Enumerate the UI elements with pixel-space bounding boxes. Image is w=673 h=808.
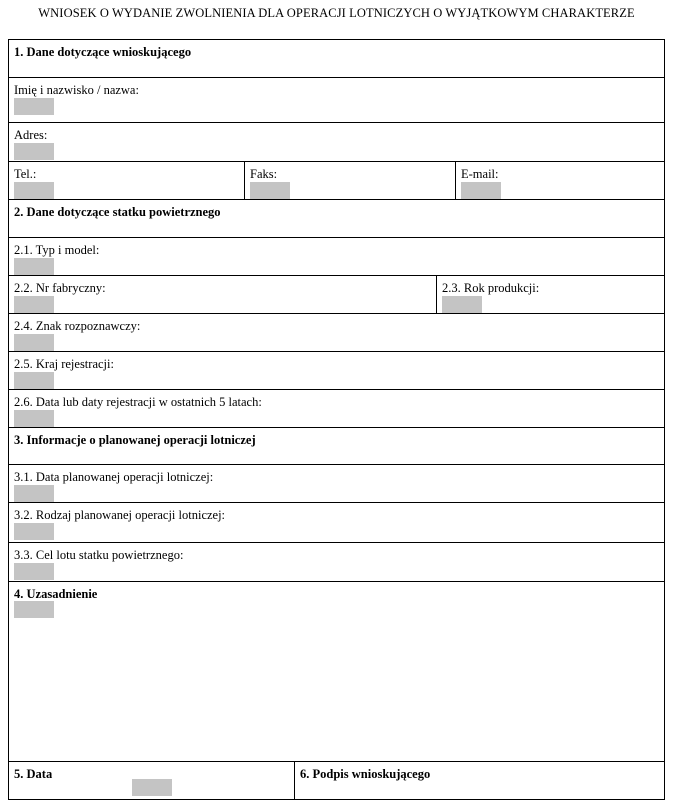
registration-mark-field[interactable] <box>14 334 54 351</box>
aircraft-type-label: 2.1. Typ i model: <box>14 243 100 257</box>
email-label: E-mail: <box>461 167 499 181</box>
serial-number-field[interactable] <box>14 296 54 313</box>
flight-purpose-field[interactable] <box>14 563 54 580</box>
operation-kind-field[interactable] <box>14 523 54 540</box>
date-cell <box>9 762 294 799</box>
registration-dates-label: 2.6. Data lub daty rejestracji w ostatnich 5 latach: <box>14 395 262 409</box>
section-1-heading: 1. Dane dotyczące wnioskującego <box>14 45 192 59</box>
justification-row <box>9 582 664 762</box>
aircraft-type-row <box>9 238 664 276</box>
operation-date-row <box>9 465 664 503</box>
date-signature-row <box>9 762 664 799</box>
registration-dates-field[interactable] <box>14 410 54 427</box>
production-year-field[interactable] <box>442 296 482 313</box>
registration-country-row <box>9 352 664 390</box>
registration-country-field[interactable] <box>14 372 54 389</box>
section-1-header-row <box>9 40 664 78</box>
section-6-heading: 6. Podpis wnioskującego <box>300 767 431 781</box>
application-form <box>8 39 665 800</box>
production-year-cell <box>436 276 664 313</box>
operation-date-label: 3.1. Data planowanej operacji lotniczej: <box>14 470 214 484</box>
section-2-heading: 2. Dane dotyczące statku powietrznego <box>14 205 221 219</box>
registration-country-label: 2.5. Kraj rejestracji: <box>14 357 114 371</box>
operation-date-field[interactable] <box>14 485 54 502</box>
aircraft-type-field[interactable] <box>14 258 54 275</box>
section-5-heading: 5. Data <box>14 767 53 781</box>
fax-field[interactable] <box>250 182 290 199</box>
date-field[interactable] <box>132 779 172 796</box>
section-3-heading: 3. Informacje o planowanej operacji lotniczej <box>14 433 256 447</box>
email-field[interactable] <box>461 182 501 199</box>
serial-number-label: 2.2. Nr fabryczny: <box>14 281 106 295</box>
operation-kind-row <box>9 503 664 543</box>
serial-year-row <box>9 276 664 314</box>
registration-mark-row <box>9 314 664 352</box>
applicant-name-field[interactable] <box>14 98 54 115</box>
production-year-label: 2.3. Rok produkcji: <box>442 281 540 295</box>
justification-field[interactable] <box>14 601 54 618</box>
registration-dates-row <box>9 390 664 428</box>
registration-mark-label: 2.4. Znak rozpoznawczy: <box>14 319 141 333</box>
email-cell <box>455 162 664 199</box>
phone-label: Tel.: <box>14 167 37 181</box>
applicant-name-row <box>9 78 664 123</box>
flight-purpose-label: 3.3. Cel lotu statku powietrznego: <box>14 548 184 562</box>
serial-number-cell <box>9 276 436 313</box>
fax-label: Faks: <box>250 167 278 181</box>
phone-field[interactable] <box>14 182 54 199</box>
applicant-address-label: Adres: <box>14 128 48 142</box>
applicant-contact-row <box>9 162 664 200</box>
section-4-heading: 4. Uzasadnienie <box>14 587 98 601</box>
document-title: WNIOSEK O WYDANIE ZWOLNIENIA DLA OPERACJI LOTNICZYCH O WYJĄTKOWYM CHARAKTERZE <box>38 6 635 20</box>
applicant-address-field[interactable] <box>14 143 54 160</box>
applicant-address-row <box>9 123 664 162</box>
phone-cell <box>9 162 244 199</box>
operation-kind-label: 3.2. Rodzaj planowanej operacji lotniczej: <box>14 508 226 522</box>
applicant-name-label: Imię i nazwisko / nazwa: <box>14 83 139 97</box>
fax-cell <box>244 162 455 199</box>
flight-purpose-row <box>9 543 664 582</box>
signature-cell[interactable] <box>294 762 664 799</box>
section-3-header-row <box>9 428 664 465</box>
section-2-header-row <box>9 200 664 238</box>
